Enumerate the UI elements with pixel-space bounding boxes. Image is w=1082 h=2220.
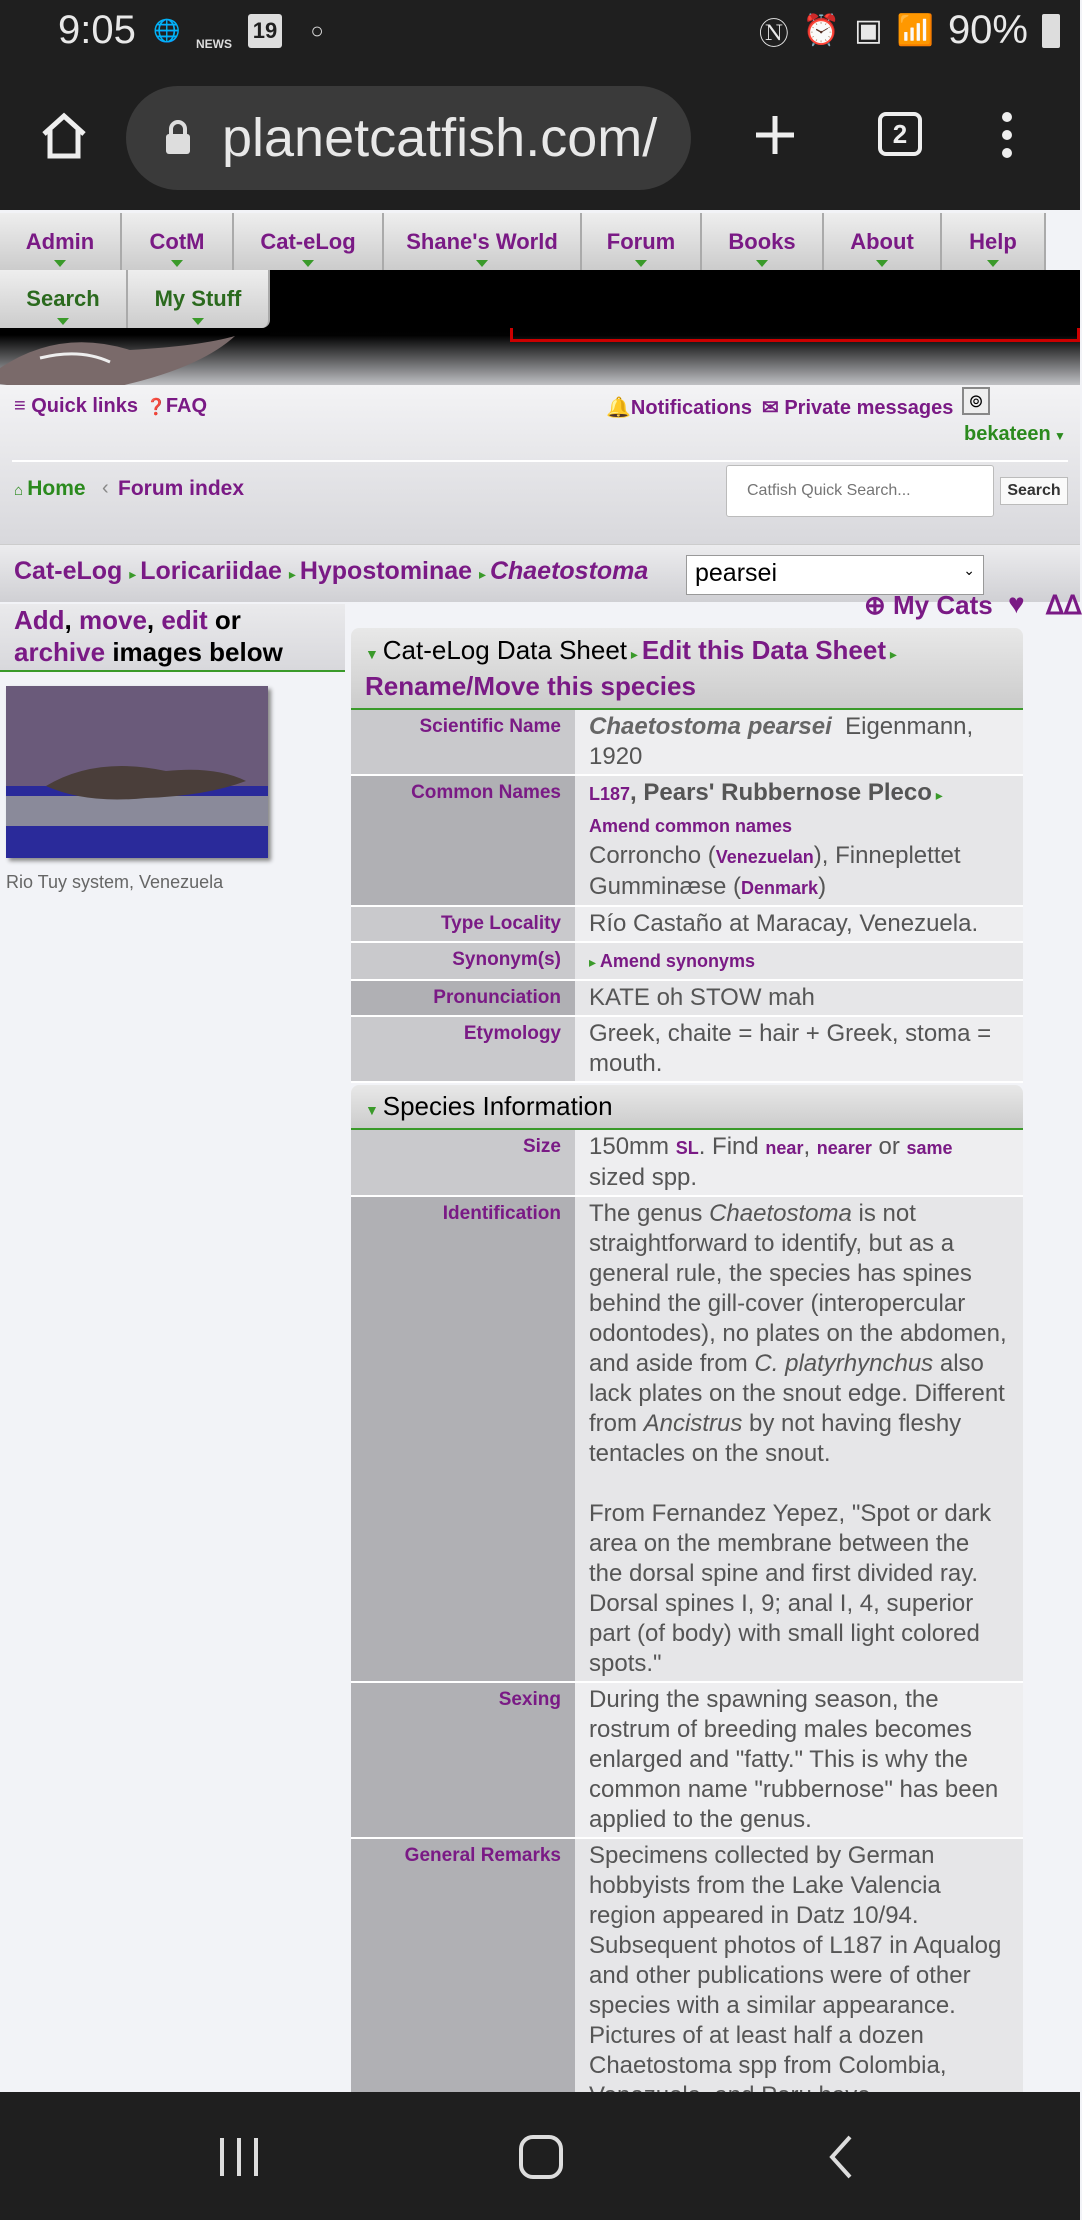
label-pronunciation: Pronunciation bbox=[351, 981, 575, 1015]
label-identification: Identification bbox=[351, 1197, 575, 1681]
my-cats-link[interactable]: ⊕ My Cats bbox=[864, 590, 993, 620]
scientific-name: Chaetostoma pearsei bbox=[589, 713, 832, 740]
row-type-locality bbox=[351, 907, 1023, 943]
value-common-names: L187, Pears' Rubbernose Pleco ▸ Amend common names Corroncho (Venezuelan), Finneplettet Gumminæse (Denmark) bbox=[575, 776, 1023, 905]
venezuelan-link[interactable]: Venezuelan bbox=[715, 847, 814, 867]
chevron-down-icon: ⌄ bbox=[963, 562, 975, 578]
home-nav-icon[interactable] bbox=[518, 2134, 564, 2180]
url-bar[interactable] bbox=[126, 86, 691, 190]
vibrate-icon: ▣ bbox=[854, 14, 883, 47]
common-name: , Pears' Rubbernose Pleco bbox=[630, 779, 932, 806]
same-link[interactable]: same bbox=[906, 1138, 953, 1158]
nav-forum[interactable]: Forum bbox=[582, 213, 702, 270]
sized-text: sized spp. bbox=[589, 1164, 698, 1191]
value-etymology: Greek, chaite = hair + Greek, stoma = mouth. bbox=[575, 1017, 1023, 1081]
value-identification: The genus Chaetostoma is not straightforward to identify, but as a general rule, the species has spines behind the gill-cover (interopercular odontodes), no plates on the abdomen, and aside from C. platyrhynchus also lack plates on the snout edge. Different from Ancistrus by not having fleshy tentacles on the snout. From Fernandez Yepez, "Spot or dark area on the membrane between the the dorsal spine and first divided ray. Dorsal spines I, 9; anal I, 4, superior part (of body) with small light colored spots." bbox=[575, 1197, 1023, 1681]
banner-box bbox=[510, 328, 1080, 342]
avatar[interactable]: ⊚ bbox=[962, 387, 990, 415]
value-type-locality: Río Castaño at Maracay, Venezuela. bbox=[575, 907, 1023, 941]
value-size: 150mm SL. Find near, nearer or same sized spp. bbox=[575, 1130, 1023, 1195]
nav-books[interactable]: Books bbox=[702, 213, 824, 270]
faq-link[interactable]: ❓FAQ bbox=[146, 395, 208, 417]
near-link[interactable]: near bbox=[765, 1138, 804, 1158]
lock-icon bbox=[164, 120, 192, 154]
nav-about[interactable]: About bbox=[824, 213, 942, 270]
row-synonyms bbox=[351, 943, 1023, 981]
row-pronunciation bbox=[351, 981, 1023, 1017]
photo-caption: Rio Tuy system, Venezuela bbox=[6, 872, 224, 892]
nav-help[interactable]: Help bbox=[942, 213, 1046, 270]
nav-search[interactable]: Search bbox=[0, 270, 128, 328]
web-page bbox=[0, 210, 1080, 2092]
value-synonyms: ▸ Amend synonyms bbox=[575, 943, 1023, 979]
home-link[interactable]: ⌂ Home bbox=[14, 477, 86, 500]
main-nav-row2 bbox=[0, 270, 270, 328]
species-select[interactable]: pearsei ⌄ bbox=[686, 555, 984, 595]
identification-quote: From Fernandez Yepez, "Spot or dark area on the membrane between the the dorsal spine and first divided ray. Dorsal spines I, 9; anal I, 4, superior part (of body) with small light colored spots." bbox=[589, 1500, 992, 1677]
url-text: planetcatfish.com/ bbox=[222, 108, 658, 168]
local-name-2: ), Finneplettet Gumminæse ( bbox=[589, 842, 961, 900]
edit-link[interactable]: edit bbox=[161, 605, 208, 635]
images-below-text: images below bbox=[112, 637, 283, 667]
value-sexing: During the spawning season, the rostrum of breeding males becomes enlarged and "fatty." This is why the common name "rubbernose" has been applied to the genus. bbox=[575, 1683, 1023, 1837]
size-value: 150mm bbox=[589, 1133, 670, 1160]
local-name-1: Corroncho ( bbox=[589, 842, 716, 869]
globe-icon: 🌐 bbox=[153, 18, 181, 43]
label-synonyms: Synonym(s) bbox=[351, 943, 575, 979]
status-right bbox=[759, 8, 1060, 53]
or-text: or bbox=[214, 605, 241, 635]
divider bbox=[12, 460, 1068, 462]
species-info-title: Species Information bbox=[382, 1091, 613, 1121]
nav-catelog[interactable]: Cat-eLog bbox=[234, 213, 384, 270]
row-scientific-name bbox=[351, 710, 1023, 776]
row-general-remarks bbox=[351, 1839, 1023, 2115]
status-bar bbox=[0, 0, 1080, 66]
back-icon[interactable] bbox=[826, 2134, 856, 2180]
nav-my-stuff[interactable]: My Stuff bbox=[128, 270, 270, 328]
breadcrumb-sep: ‹ bbox=[102, 477, 109, 499]
system-nav-bar bbox=[0, 2092, 1080, 2220]
fish-photo[interactable] bbox=[6, 686, 268, 858]
new-tab-icon[interactable] bbox=[752, 112, 798, 158]
main-nav bbox=[0, 213, 1046, 270]
collapse-icon[interactable]: ▼ bbox=[365, 1102, 383, 1118]
data-sheet-title: Cat-eLog Data Sheet bbox=[382, 635, 628, 665]
row-etymology bbox=[351, 1017, 1023, 1083]
row-identification bbox=[351, 1197, 1023, 1683]
battery-icon bbox=[1042, 14, 1060, 48]
nav-admin[interactable]: Admin bbox=[0, 213, 122, 270]
label-general-remarks: General Remarks bbox=[351, 1839, 575, 2113]
binoculars-icon[interactable]: ᐃᐃ bbox=[1046, 590, 1082, 620]
nfc-icon: Ⓝ bbox=[758, 17, 789, 51]
label-type-locality: Type Locality bbox=[351, 907, 575, 941]
quick-search-input[interactable] bbox=[726, 465, 994, 517]
amend-synonyms-link[interactable]: Amend synonyms bbox=[599, 951, 755, 971]
row-sexing bbox=[351, 1683, 1023, 1839]
denmark-link[interactable]: Denmark bbox=[741, 878, 819, 898]
value-pronunciation: KATE oh STOW mah bbox=[575, 981, 1023, 1015]
collapse-icon[interactable]: ▼ bbox=[365, 646, 383, 662]
crumb-genus[interactable]: Chaetostoma bbox=[489, 557, 649, 585]
battery-percent: 90% bbox=[947, 8, 1028, 52]
row-common-names bbox=[351, 776, 1023, 907]
or-text: or bbox=[878, 1133, 900, 1160]
row-size bbox=[351, 1130, 1023, 1197]
nav-cotm[interactable]: CotM bbox=[122, 213, 234, 270]
label-common-names: Common Names bbox=[351, 776, 575, 905]
image-actions: Add, move, edit or archive images below bbox=[0, 604, 345, 672]
rename-move-link[interactable]: Rename/Move this species bbox=[365, 671, 696, 701]
forum-index-link[interactable]: Forum index bbox=[118, 477, 245, 500]
crumb-subfamily[interactable]: Hypostominae bbox=[299, 557, 473, 585]
find-text: . Find bbox=[698, 1133, 759, 1160]
crumb-family[interactable]: Loricariidae bbox=[140, 557, 282, 585]
amend-common-names-link[interactable]: Amend common names bbox=[589, 816, 793, 836]
notifications-link[interactable]: 🔔Notifications bbox=[606, 397, 753, 419]
archive-link[interactable]: archive bbox=[14, 637, 106, 667]
tab-switcher-button[interactable]: 2 bbox=[878, 112, 922, 156]
clock: 9:05 bbox=[58, 8, 136, 52]
nearer-link[interactable]: nearer bbox=[816, 1138, 872, 1158]
search-button[interactable]: Search bbox=[1000, 477, 1068, 505]
l-number[interactable]: L187 bbox=[589, 784, 631, 804]
news-icon: NEWS bbox=[196, 37, 232, 51]
data-sheet-header: ▼ Cat-eLog Data Sheet ▸ Edit this Data Sheet ▸ Rename/Move this species bbox=[351, 628, 1023, 710]
local-name-end: ) bbox=[818, 873, 827, 900]
taxonomy-path: Cat-eLog ▸ Loricariidae ▸ Hypostominae ▸ Chaetostoma bbox=[14, 557, 649, 585]
circle-icon: ○ bbox=[310, 18, 324, 43]
label-sexing: Sexing bbox=[351, 1683, 575, 1837]
alarm-icon: ⏰ bbox=[802, 14, 841, 47]
crumb-catelog[interactable]: Cat-eLog bbox=[14, 557, 123, 585]
calendar-icon: 19 bbox=[248, 14, 282, 48]
sl-link[interactable]: SL bbox=[675, 1138, 699, 1158]
nav-shanes-world[interactable]: Shane's World bbox=[384, 213, 582, 270]
quick-links[interactable]: ≡ Quick links bbox=[14, 395, 138, 417]
value-scientific-name bbox=[575, 710, 1023, 774]
add-link[interactable]: Add bbox=[14, 605, 65, 635]
author: Eigenmann, 1920 bbox=[589, 713, 974, 770]
species-info-header bbox=[351, 1085, 1023, 1130]
data-sheet bbox=[351, 628, 1023, 2115]
private-messages-link[interactable]: ✉ Private messages bbox=[762, 397, 954, 419]
recent-apps-icon[interactable] bbox=[216, 2136, 262, 2178]
username-menu[interactable]: bekateen ▼ bbox=[964, 423, 1066, 445]
more-menu-icon[interactable] bbox=[992, 110, 1022, 160]
image-panel bbox=[0, 604, 345, 892]
label-size: Size bbox=[351, 1130, 575, 1195]
heart-icon[interactable]: ♥ bbox=[1008, 588, 1025, 619]
header-panel bbox=[0, 385, 1080, 545]
edit-data-sheet-link[interactable]: Edit this Data Sheet bbox=[641, 635, 886, 665]
wifi-icon: 📶 bbox=[896, 14, 934, 47]
browser-toolbar bbox=[0, 66, 1080, 210]
home-icon[interactable] bbox=[38, 110, 90, 162]
value-general-remarks: Specimens collected by German hobbyists from the Lake Valencia region appeared in Datz 10/94. Subsequent photos of L187 in Aqualog and other publications were of other species with a similar appearance. Pictures of at least half a dozen Chaetostoma spp from Colombia, bbox=[575, 1839, 1023, 2113]
move-link[interactable]: move bbox=[79, 605, 147, 635]
label-etymology: Etymology bbox=[351, 1017, 575, 1081]
label-scientific-name: Scientific Name bbox=[351, 710, 575, 774]
